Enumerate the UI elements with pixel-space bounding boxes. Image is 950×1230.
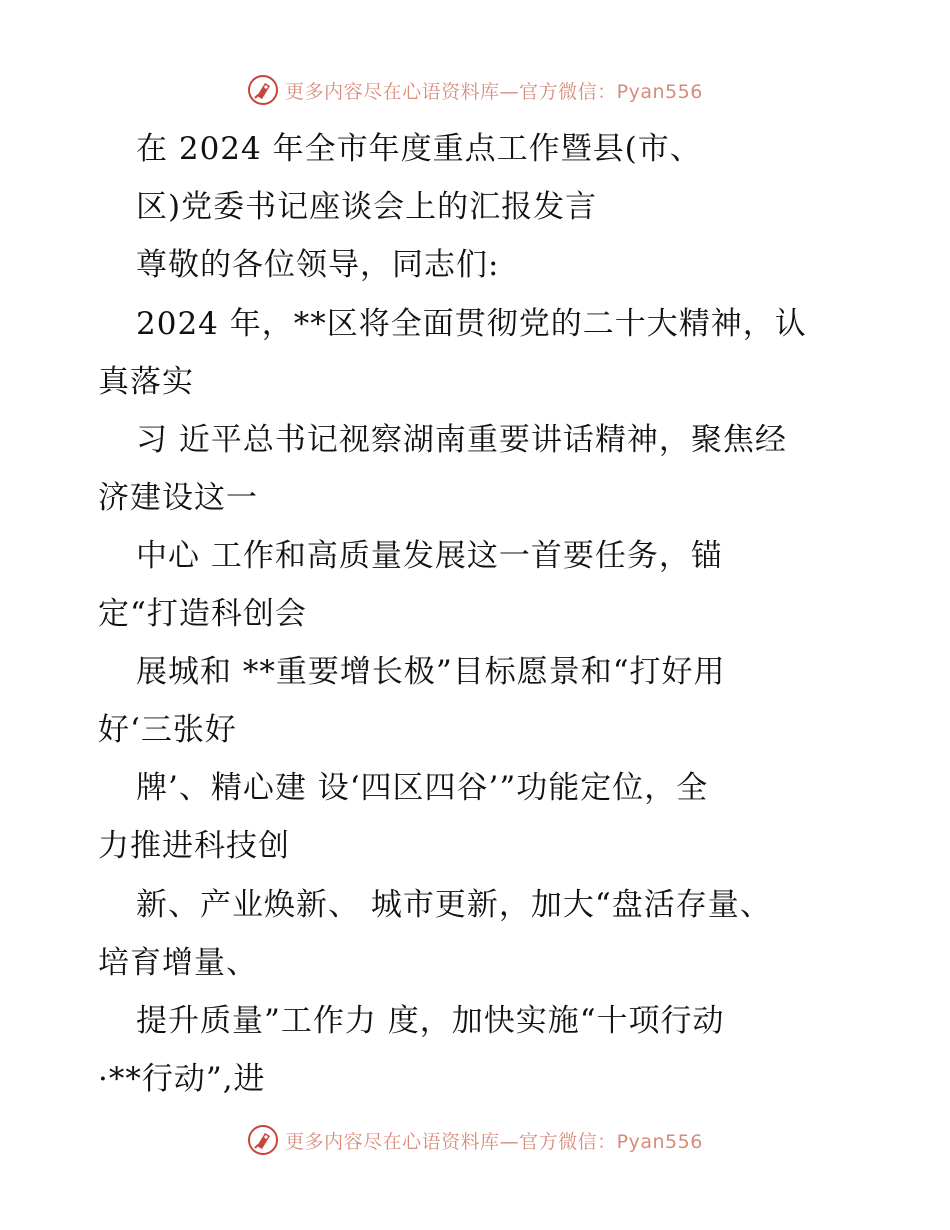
watermark-text: 更多内容尽在心语资料库—官方微信：Pyan556: [285, 1130, 703, 1153]
header-watermark: [0, 70, 950, 110]
paragraph-line: 定“打造科创会: [98, 596, 307, 632]
paragraph-line: 提升质量”工作力 度，加快实施“十项行动: [136, 1003, 725, 1039]
paragraph-line: ·**行动”,进: [98, 1061, 266, 1097]
paragraph-line: 牌’、精心建 设‘四区四谷’”功能定位，全: [136, 770, 709, 806]
pen-nib-icon: [247, 74, 279, 106]
title-line-2: 区)党委书记座谈会上的汇报发言: [136, 189, 598, 225]
paragraph-line: 真落实: [98, 364, 194, 400]
title-line-1: 在 2024 年全市年度重点工作暨县(市、: [136, 131, 702, 167]
paragraph-line: 展城和 **重要增长极”目标愿景和“打好用: [136, 654, 726, 690]
watermark-text: 更多内容尽在心语资料库—官方微信：Pyan556: [285, 80, 703, 103]
paragraph-line: 中心 工作和高质量发展这一首要任务，锚: [136, 538, 723, 574]
paragraph-line: 习 近平总书记视察湖南重要讲话精神，聚焦经: [136, 422, 787, 458]
salutation: 尊敬的各位领导，同志们:: [136, 247, 500, 283]
paragraph-line: 力推进科技创: [98, 828, 290, 864]
footer-watermark: [0, 1120, 950, 1160]
paragraph-line: 济建设这一: [98, 480, 258, 516]
paragraph-line: 2024 年，**区将全面贯彻党的二十大精神，认: [136, 306, 807, 342]
pen-nib-icon: [247, 1124, 279, 1156]
paragraph-line: 培育增量、: [98, 945, 258, 981]
paragraph-line: 新、产业焕新、 城市更新，加大“盘活存量、: [136, 887, 772, 923]
paragraph-line: 好‘三张好: [98, 712, 237, 748]
